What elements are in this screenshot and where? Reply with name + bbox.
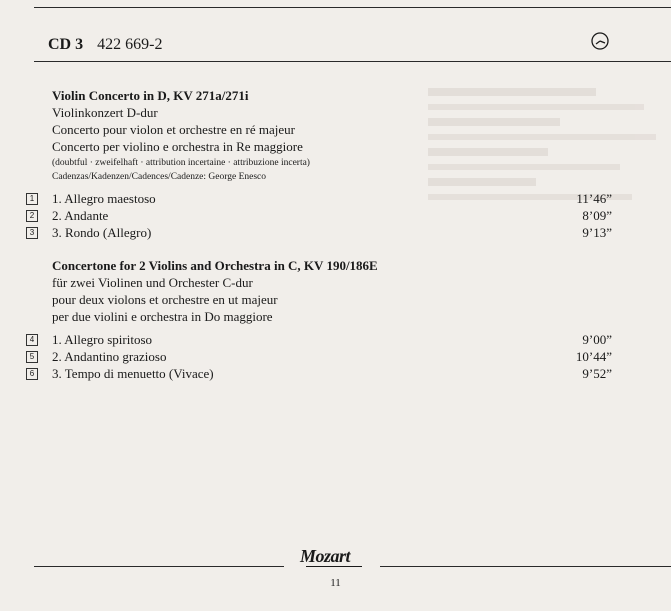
work-2-subtitle-it: per due violini e orchestra in Do maggiore [52,309,273,324]
work-2-subtitle-fr: pour deux violons et orchestre en ut majeur [52,292,278,307]
track-row[interactable] [26,332,612,350]
work-2-subtitle-de: für zwei Violinen und Orchester C-dur [52,275,253,290]
track-title: 2. Andante [52,208,109,223]
track-row[interactable] [26,366,612,384]
mozart-logo: Mozart [300,546,351,566]
track-row[interactable] [26,191,612,209]
track-title: 3. Tempo di menuetto (Vivace) [52,366,214,381]
track-row[interactable] [26,349,612,367]
track-number: 4 [26,334,38,346]
work-1-subtitle-fr: Concerto pour violon et orchestre en ré majeur [52,122,295,137]
track-duration: 11’46” [576,191,612,206]
track-duration: 9’52” [582,366,612,381]
track-number: 6 [26,368,38,380]
work-2-title: Concertone for 2 Violins and Orchestra in C, KV 190/186E [52,258,378,273]
track-number: 5 [26,351,38,363]
track-duration: 9’00” [582,332,612,347]
footer-rule-right [380,566,671,567]
work-1 [52,88,612,184]
track-number: 2 [26,210,38,222]
clock-icon [590,31,610,51]
track-duration: 8’09” [582,208,612,223]
track-number: 3 [26,227,38,239]
work-1-subtitle-it: Concerto per violino e orchestra in Re maggiore [52,139,303,154]
work-1-attribution-note: (doubtful · zweifelhaft · attribution incertaine · attribuzione incerta) [52,158,310,168]
track-title: 1. Allegro maestoso [52,191,156,206]
track-duration: 9’13” [582,225,612,240]
work-1-cadenzas: Cadenzas/Kadenzen/Cadences/Cadenze: George Enesco [52,172,267,182]
work-1-title: Violin Concerto in D, KV 271a/271i [52,88,249,103]
track-title: 2. Andantino grazioso [52,349,167,364]
track-row[interactable] [26,208,612,226]
track-duration: 10’44” [575,349,612,364]
cd-header [48,36,162,54]
track-title: 1. Allegro spiritoso [52,332,153,347]
work-2 [52,258,612,325]
page-number: 11 [330,577,341,589]
catalog-number: 422 669-2 [97,36,163,53]
cd-label: CD 3 [48,36,84,53]
header-rule [34,61,671,62]
work-1-subtitle-de: Violinkonzert D-dur [52,105,158,120]
track-number: 1 [26,193,38,205]
track-row[interactable] [26,225,612,243]
top-rule [34,7,671,8]
footer-rule [34,566,284,567]
track-title: 3. Rondo (Allegro) [52,225,152,240]
logo-underline [306,566,362,567]
